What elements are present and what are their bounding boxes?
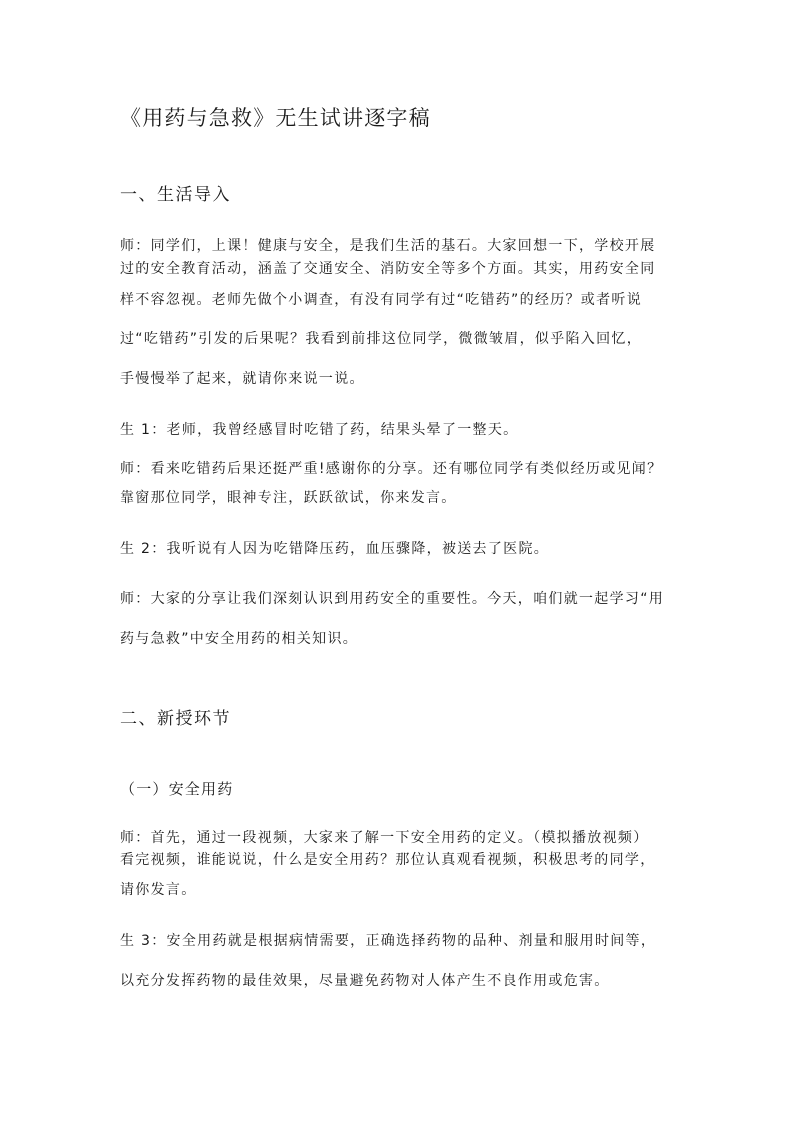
paragraph-line: 看完视频，谁能说说，什么是安全用药？那位认真观看视频，积极思考的同学， xyxy=(120,852,656,868)
paragraph-line: 药与急救”中安全用药的相关知识。 xyxy=(120,631,359,647)
section-heading-intro: 一、生活导入 xyxy=(120,185,231,205)
paragraph-line: 过的安全教育活动，涵盖了交通安全、消防安全等多个方面。其实，用药安全同 xyxy=(120,261,656,277)
paragraph-line: 以充分发挥药物的最佳效果，尽量避免药物对人体产生不良作用或危害。 xyxy=(120,973,610,989)
paragraph-line: 师：大家的分享让我们深刻认识到用药安全的重要性。今天，咱们就一起学习“用 xyxy=(120,591,665,607)
paragraph-line: 过“吃错药”引发的后果呢？我看到前排这位同学，微微皱眉，似乎陷入回忆， xyxy=(120,331,643,347)
paragraph-line: 师：首先，通过一段视频，大家来了解一下安全用药的定义。（模拟播放视频） xyxy=(120,830,649,846)
paragraph-line: 生 3：安全用药就是根据病情需要，正确选择药物的品种、剂量和服用时间等， xyxy=(120,933,657,949)
subsection-heading-safe-medication: （一）安全用药 xyxy=(120,780,234,798)
paragraph-line: 请你发言。 xyxy=(120,882,197,898)
paragraph-line: 手慢慢举了起来，就请你来说一说。 xyxy=(120,371,365,387)
paragraph-line: 靠窗那位同学，眼神专注，跃跃欲试，你来发言。 xyxy=(120,490,457,506)
paragraph-line: 师：看来吃错药后果还挺严重!感谢你的分享。还有哪位同学有类似经历或见闻？ xyxy=(120,461,663,477)
paragraph-line: 生 1：老师，我曾经感冒时吃错了药，结果头晕了一整天。 xyxy=(120,422,519,438)
document-title: 《用药与急救》无生试讲逐字稿 xyxy=(120,106,431,130)
paragraph-line: 样不容忽视。老师先做个小调查，有没有同学有过“吃错药”的经历？或者听说 xyxy=(120,292,643,308)
section-heading-new-lesson: 二、新授环节 xyxy=(120,709,231,729)
paragraph-line: 生 2：我听说有人因为吃错降压药，血压骤降，被送去了医院。 xyxy=(120,541,550,557)
paragraph-line: 师：同学们，上课！健康与安全，是我们生活的基石。大家回想一下，学校开展 xyxy=(120,238,656,254)
